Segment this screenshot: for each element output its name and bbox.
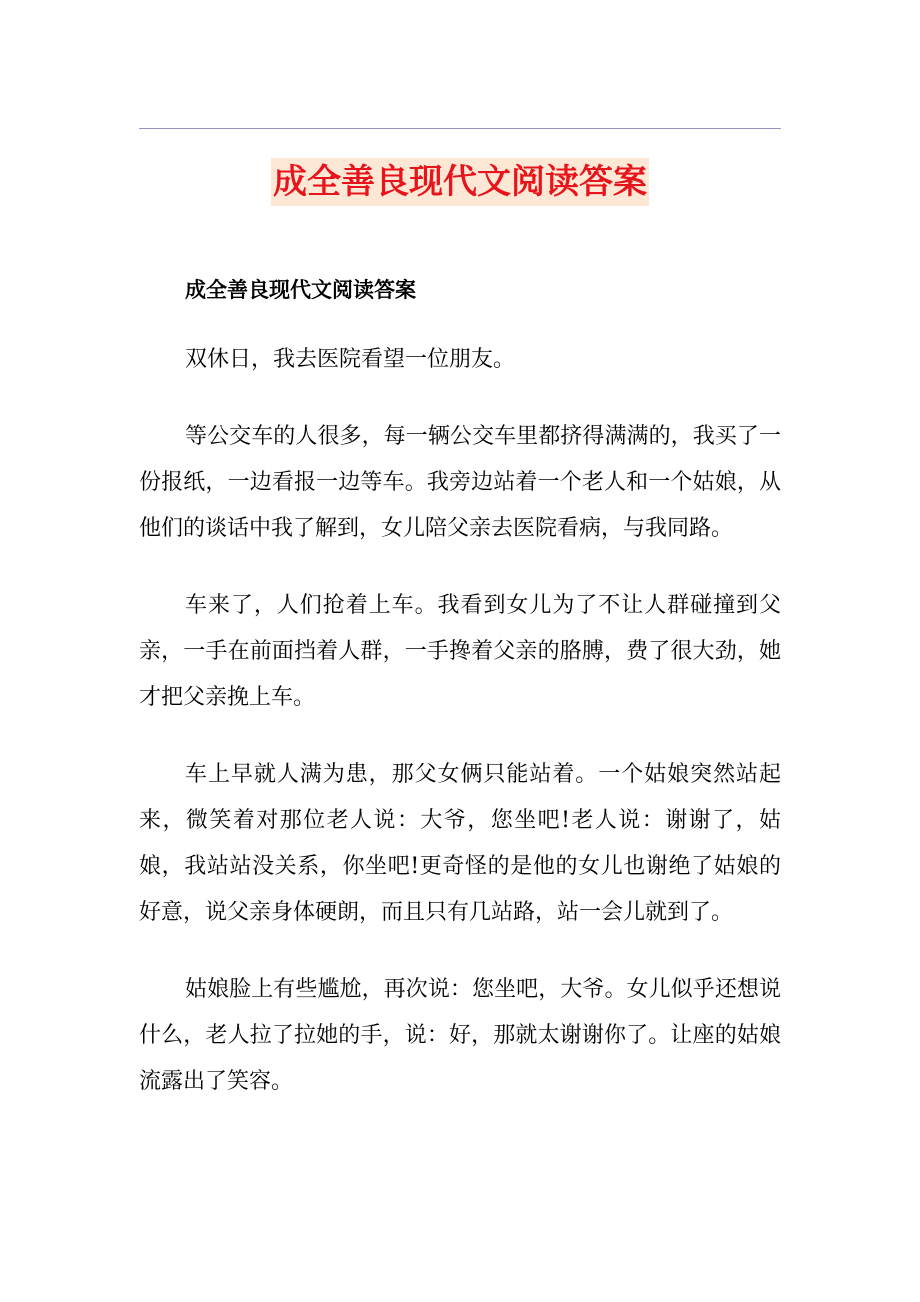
paragraph: 双休日，我去医院看望一位朋友。 (185, 347, 516, 372)
title-block (0, 158, 920, 206)
document-title: 成全善良现代文阅读答案 (271, 158, 649, 206)
spacer (139, 383, 781, 414)
paragraph: 姑娘脸上有些尴尬，再次说：您坐吧，大爷。女儿似乎还想说什么，老人拉了拉她的手，说：好，那就太谢谢你了。让座的姑娘流露出了笑容。 (139, 977, 781, 1094)
article-subheading: 成全善良现代文阅读答案 (185, 278, 416, 302)
header-divider (139, 128, 781, 129)
spacer (139, 936, 781, 967)
spacer (139, 721, 781, 752)
paragraph: 车上早就人满为患，那父女俩只能站着。一个姑娘突然站起来，微笑着对那位老人说：大爷，您坐吧!老人说：谢谢了，姑娘，我站站没关系，你坐吧!更奇怪的是他的女儿也谢绝了姑娘的好意，说父亲身体硬朗，而且只有几站路，站一会儿就到了。 (139, 762, 781, 925)
paragraph: 车来了，人们抢着上车。我看到女儿为了不让人群碰撞到父亲，一手在前面挡着人群，一手搀着父亲的胳膊，费了很大劲，她才把父亲挽上车。 (139, 593, 781, 710)
spacer (139, 552, 781, 583)
paragraph: 等公交车的人很多，每一辆公交车里都挤得满满的，我买了一份报纸，一边看报一边等车。我旁边站着一个老人和一个姑娘，从他们的谈话中我了解到，女儿陪父亲去医院看病，与我同路。 (139, 424, 781, 541)
spacer (139, 310, 781, 337)
article-body (139, 270, 781, 1105)
